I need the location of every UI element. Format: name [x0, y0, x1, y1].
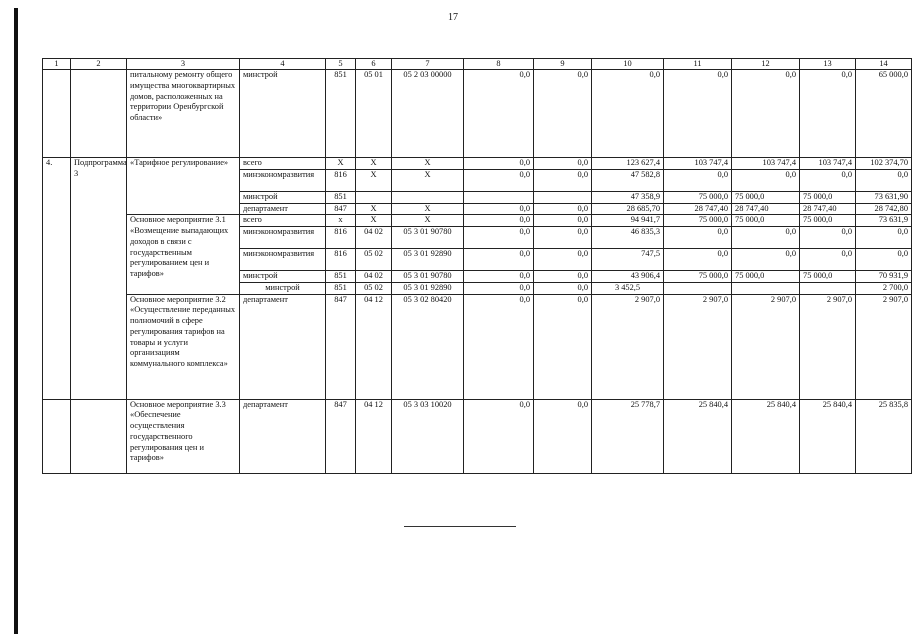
table-cell: 5 — [326, 59, 356, 70]
table-cell — [664, 282, 732, 294]
table-cell: 43 906,4 — [592, 271, 664, 283]
column-number-row — [43, 59, 912, 70]
table-cell: Х — [392, 203, 464, 215]
table-cell: 04 12 — [356, 399, 392, 473]
table-cell: 28 747,40 — [664, 203, 732, 215]
table-cell: 0,0 — [534, 70, 592, 158]
table-cell: 28 747,40 — [732, 203, 800, 215]
table-cell: 0,0 — [534, 282, 592, 294]
table-cell: 0,0 — [856, 249, 912, 271]
event-name: Основное мероприятие 3.1 «Возмещение выпадающих доходов в связи с государственным регулированием цен и тарифов» — [127, 215, 240, 294]
table-cell: 75 000,0 — [732, 191, 800, 203]
table-cell: 70 931,9 — [856, 271, 912, 283]
table-cell: 73 631,90 — [856, 191, 912, 203]
table-cell: х — [326, 215, 356, 227]
table-cell: 94 941,7 — [592, 215, 664, 227]
table-cell: Х — [392, 158, 464, 170]
table-row — [43, 294, 912, 399]
table-cell: 851 — [326, 282, 356, 294]
table-cell: Х — [356, 215, 392, 227]
table-cell: 0,0 — [732, 70, 800, 158]
table-cell: 73 631,9 — [856, 215, 912, 227]
table-cell: 05 3 02 80420 — [392, 294, 464, 399]
table-cell: 05 3 01 92890 — [392, 282, 464, 294]
table-cell: 75 000,0 — [664, 271, 732, 283]
table-cell: 65 000,0 — [856, 70, 912, 158]
row-number: 4. — [43, 158, 71, 400]
event-name: питальному ремонту общего имущества многоквартирных домов, расположенных на территории Оренбургской области» — [127, 70, 240, 158]
table-cell: 0,0 — [534, 227, 592, 249]
table-cell: 103 747,4 — [732, 158, 800, 170]
table-cell: 28 685,70 — [592, 203, 664, 215]
table-cell: 12 — [732, 59, 800, 70]
table-cell — [71, 399, 127, 473]
page-number: 17 — [448, 12, 458, 23]
table-cell: 0,0 — [800, 249, 856, 271]
table-cell: департамент — [240, 294, 326, 399]
table-cell: 2 907,0 — [592, 294, 664, 399]
table-cell: 847 — [326, 203, 356, 215]
table-cell: 102 374,70 — [856, 158, 912, 170]
table-cell: 25 840,4 — [732, 399, 800, 473]
table-cell: 75 000,0 — [732, 215, 800, 227]
table-cell: 123 627,4 — [592, 158, 664, 170]
table-cell: 05 2 03 00000 — [392, 70, 464, 158]
table-cell: 75 000,0 — [732, 271, 800, 283]
table-cell: 04 12 — [356, 294, 392, 399]
table-cell: 0,0 — [464, 227, 534, 249]
table-cell: 0,0 — [464, 271, 534, 283]
table-cell: 0,0 — [534, 399, 592, 473]
table-cell: 25 840,4 — [664, 399, 732, 473]
table-cell: 2 700,0 — [856, 282, 912, 294]
table-cell: минэкономразвития — [240, 169, 326, 191]
table-cell: 6 — [356, 59, 392, 70]
table-cell: 0,0 — [534, 158, 592, 170]
table-cell: 0,0 — [534, 203, 592, 215]
table-cell: 816 — [326, 249, 356, 271]
table-cell: Х — [356, 158, 392, 170]
table-cell: 847 — [326, 399, 356, 473]
table-cell: 0,0 — [464, 249, 534, 271]
table-cell — [392, 191, 464, 203]
table-cell: 9 — [534, 59, 592, 70]
table-cell: 847 — [326, 294, 356, 399]
table-cell: 75 000,0 — [664, 215, 732, 227]
table-cell: 816 — [326, 169, 356, 191]
table-cell: 0,0 — [464, 294, 534, 399]
table-cell: Х — [326, 158, 356, 170]
table-cell: 4 — [240, 59, 326, 70]
table-cell: 0,0 — [732, 227, 800, 249]
table-cell: 2 907,0 — [664, 294, 732, 399]
table-cell: 47 358,9 — [592, 191, 664, 203]
table-cell: 0,0 — [534, 271, 592, 283]
table-cell — [43, 70, 71, 158]
table-cell: 0,0 — [732, 249, 800, 271]
table-cell: 75 000,0 — [664, 191, 732, 203]
table-cell: 0,0 — [464, 158, 534, 170]
table-cell — [534, 191, 592, 203]
budget-table — [42, 58, 912, 474]
table-cell: департамент — [240, 399, 326, 473]
table-cell — [356, 191, 392, 203]
table-cell: 0,0 — [800, 169, 856, 191]
table-cell: 47 582,8 — [592, 169, 664, 191]
table-cell: 3 452,5 — [592, 282, 664, 294]
table-cell: 05 3 03 10020 — [392, 399, 464, 473]
table-cell: 103 747,4 — [800, 158, 856, 170]
table-cell: 2 907,0 — [800, 294, 856, 399]
table-cell: 2 907,0 — [856, 294, 912, 399]
table-cell: Х — [356, 169, 392, 191]
table-cell: 04 02 — [356, 271, 392, 283]
table-cell: 0,0 — [664, 70, 732, 158]
table-cell: 05 3 01 90780 — [392, 271, 464, 283]
table-row — [43, 158, 912, 170]
table-cell: 05 3 01 90780 — [392, 227, 464, 249]
table-cell: 0,0 — [800, 227, 856, 249]
table-cell: 0,0 — [534, 294, 592, 399]
table-cell: минстрой — [240, 282, 326, 294]
table-cell: минстрой — [240, 70, 326, 158]
table-cell: 0,0 — [464, 399, 534, 473]
table-cell: 0,0 — [534, 215, 592, 227]
table-cell: 0,0 — [664, 249, 732, 271]
table-cell: 8 — [464, 59, 534, 70]
table-cell: 05 3 01 92890 — [392, 249, 464, 271]
table-cell: 10 — [592, 59, 664, 70]
table-cell: 25 840,4 — [800, 399, 856, 473]
table-cell: Х — [356, 203, 392, 215]
table-cell: 0,0 — [464, 203, 534, 215]
table-cell: 7 — [392, 59, 464, 70]
table-cell: 0,0 — [856, 169, 912, 191]
table-cell: Х — [392, 215, 464, 227]
table-row — [43, 215, 912, 227]
table-cell: 25 835,8 — [856, 399, 912, 473]
table-cell: 75 000,0 — [800, 215, 856, 227]
table-cell: 75 000,0 — [800, 271, 856, 283]
table-cell: 816 — [326, 227, 356, 249]
table-cell: минстрой — [240, 271, 326, 283]
table-cell: минэкономразвития — [240, 249, 326, 271]
table-cell: 2 — [71, 59, 127, 70]
table-cell — [71, 70, 127, 158]
table-cell: 28 747,40 — [800, 203, 856, 215]
table-cell: департамент — [240, 203, 326, 215]
table-cell: 747,5 — [592, 249, 664, 271]
table-cell: 0,0 — [464, 169, 534, 191]
table-cell: 14 — [856, 59, 912, 70]
event-name: Основное мероприятие 3.3 «Обеспечение осуществления государственного регулирования цен и тарифов» — [127, 399, 240, 473]
table-cell — [732, 282, 800, 294]
table-cell: 0,0 — [464, 215, 534, 227]
table-cell: 0,0 — [534, 169, 592, 191]
table-row — [43, 70, 912, 158]
binding-rule — [14, 8, 18, 634]
table-cell — [43, 399, 71, 473]
table-cell: минстрой — [240, 191, 326, 203]
table-cell: 11 — [664, 59, 732, 70]
subprogram-name: «Тарифное регулирование» — [127, 158, 240, 215]
program-type: Подпрограмма 3 — [71, 158, 127, 400]
event-name: Основное мероприятие 3.2 «Осуществление переданных полномочий в сфере регулирования тарифов на товары и услуги организациям коммунального комплекса» — [127, 294, 240, 399]
table-cell: 25 778,7 — [592, 399, 664, 473]
table-cell: 0,0 — [856, 227, 912, 249]
table-cell: 103 747,4 — [664, 158, 732, 170]
table-cell: 0,0 — [732, 169, 800, 191]
table-cell: 0,0 — [664, 169, 732, 191]
table-cell: Х — [392, 169, 464, 191]
table-cell — [800, 282, 856, 294]
table-cell: 05 02 — [356, 249, 392, 271]
table-cell: минэкономразвития — [240, 227, 326, 249]
table-cell: 13 — [800, 59, 856, 70]
table-cell: 851 — [326, 70, 356, 158]
table-cell: 1 — [43, 59, 71, 70]
table-cell: всего — [240, 158, 326, 170]
table-cell: 0,0 — [534, 249, 592, 271]
table-cell: 0,0 — [800, 70, 856, 158]
table-row — [43, 399, 912, 473]
table-cell: 0,0 — [592, 70, 664, 158]
table-cell: 851 — [326, 191, 356, 203]
table-cell: 0,0 — [664, 227, 732, 249]
table-cell: 46 835,3 — [592, 227, 664, 249]
table-cell: 75 000,0 — [800, 191, 856, 203]
table-cell: 0,0 — [464, 282, 534, 294]
table-cell: 04 02 — [356, 227, 392, 249]
table-cell: всего — [240, 215, 326, 227]
footer-divider — [404, 526, 516, 527]
table-cell: 0,0 — [464, 70, 534, 158]
table-cell — [464, 191, 534, 203]
table-cell: 851 — [326, 271, 356, 283]
table-cell: 3 — [127, 59, 240, 70]
table-cell: 05 02 — [356, 282, 392, 294]
table-cell: 28 742,80 — [856, 203, 912, 215]
table-cell: 05 01 — [356, 70, 392, 158]
table-cell: 2 907,0 — [732, 294, 800, 399]
